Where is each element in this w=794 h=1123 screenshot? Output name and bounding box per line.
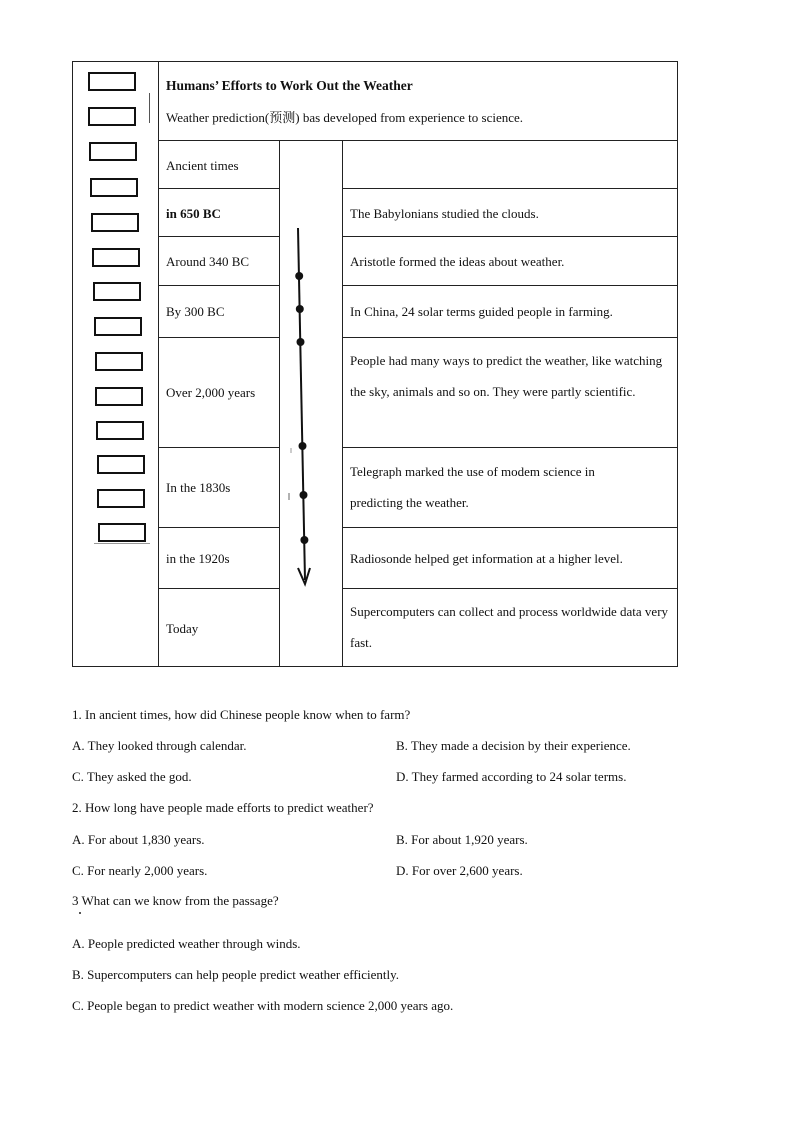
- decorative-box-stack: [72, 61, 159, 667]
- row-divider: [342, 285, 678, 286]
- period-cell: Ancient times: [166, 158, 239, 173]
- row-divider: [158, 527, 279, 528]
- row-divider: [342, 588, 678, 589]
- row-divider: [342, 236, 678, 237]
- event-cell: In China, 24 solar terms guided people in farming.: [350, 304, 613, 319]
- decorative-box: [89, 142, 137, 161]
- row-divider: [158, 337, 279, 338]
- row-divider: [158, 285, 279, 286]
- option-d: D. For over 2,600 years.: [396, 863, 523, 878]
- event-cell: Aristotle formed the ideas about weather.: [350, 254, 565, 269]
- option-c: C. People began to predict weather with modern science 2,000 years ago.: [72, 998, 454, 1013]
- option-b: B. They made a decision by their experience.: [396, 738, 631, 753]
- timeline-line: [298, 228, 305, 580]
- decorative-box: [88, 107, 136, 126]
- period-cell: Today: [166, 621, 199, 636]
- timeline-dot: [300, 491, 308, 499]
- row-divider: [158, 236, 279, 237]
- table-title: Humans’ Efforts to Work Out the Weather: [166, 78, 413, 93]
- decorative-box: [95, 352, 143, 371]
- decorative-box: [96, 421, 144, 440]
- option-c: C. For nearly 2,000 years.: [72, 863, 208, 878]
- event-cell: Telegraph marked the use of modem science in predicting the weather.: [350, 464, 595, 510]
- row-divider: [342, 527, 678, 528]
- timeline-dot: [299, 442, 307, 450]
- period-cell: in the 1920s: [166, 551, 230, 566]
- row-divider: [342, 447, 678, 448]
- option-d: D. They farmed according to 24 solar terms.: [396, 769, 627, 784]
- decorative-box: [93, 282, 141, 301]
- decorative-box: [95, 387, 143, 406]
- event-cell: Radiosonde helped get information at a higher level.: [350, 551, 623, 566]
- decorative-box: [90, 178, 138, 197]
- period-cell: Around 340 BC: [166, 254, 250, 269]
- timeline-dot: [295, 272, 303, 280]
- question-stem: 1. In ancient times, how did Chinese people know when to farm?: [72, 707, 411, 722]
- stray-dot: [79, 912, 81, 914]
- timeline-dot: [297, 338, 305, 346]
- row-divider: [158, 140, 678, 141]
- decorative-box: [88, 72, 136, 91]
- row-divider: [158, 447, 279, 448]
- row-divider: [158, 188, 279, 189]
- decorative-box: [94, 317, 142, 336]
- period-cell: In the 1830s: [166, 480, 231, 495]
- event-cell: People had many ways to predict the weather, like watching the sky, animals and so on. They were partly scientific.: [350, 353, 663, 399]
- question-stem: 3 What can we know from the passage?: [72, 893, 279, 908]
- row-divider: [342, 188, 678, 189]
- decorative-box: [91, 213, 139, 232]
- decorative-box: [97, 489, 145, 508]
- decorative-box: [92, 248, 140, 267]
- option-b: B. Supercomputers can help people predict weather efficiently.: [72, 967, 400, 982]
- row-divider: [158, 588, 279, 589]
- timeline-dot: [300, 536, 308, 544]
- row-divider: [342, 337, 678, 338]
- event-cell: Supercomputers can collect and process worldwide data very fast.: [350, 604, 669, 650]
- decorative-box: [98, 523, 146, 542]
- period-cell: By 300 BC: [166, 304, 225, 319]
- period-cell: Over 2,000 years: [166, 385, 256, 400]
- option-a: A. People predicted weather through winds.: [72, 936, 301, 951]
- question-stem: 2. How long have people made efforts to predict weather?: [72, 800, 374, 815]
- decorative-box: [97, 455, 145, 474]
- option-a: A. They looked through calendar.: [72, 738, 247, 753]
- timeline-arrow: [280, 140, 342, 667]
- option-c: C. They asked the god.: [72, 769, 192, 784]
- table-subtitle: Weather prediction(预测) bas developed from experience to science.: [166, 110, 524, 125]
- option-b: B. For about 1,920 years.: [396, 832, 528, 847]
- period-cell: in 650 BC: [166, 206, 221, 221]
- timeline-dot: [296, 305, 304, 313]
- option-a: A. For about 1,830 years.: [72, 832, 205, 847]
- decorative-underline: [94, 543, 150, 544]
- event-cell: The Babylonians studied the clouds.: [350, 206, 539, 221]
- decorative-tick: [149, 93, 150, 123]
